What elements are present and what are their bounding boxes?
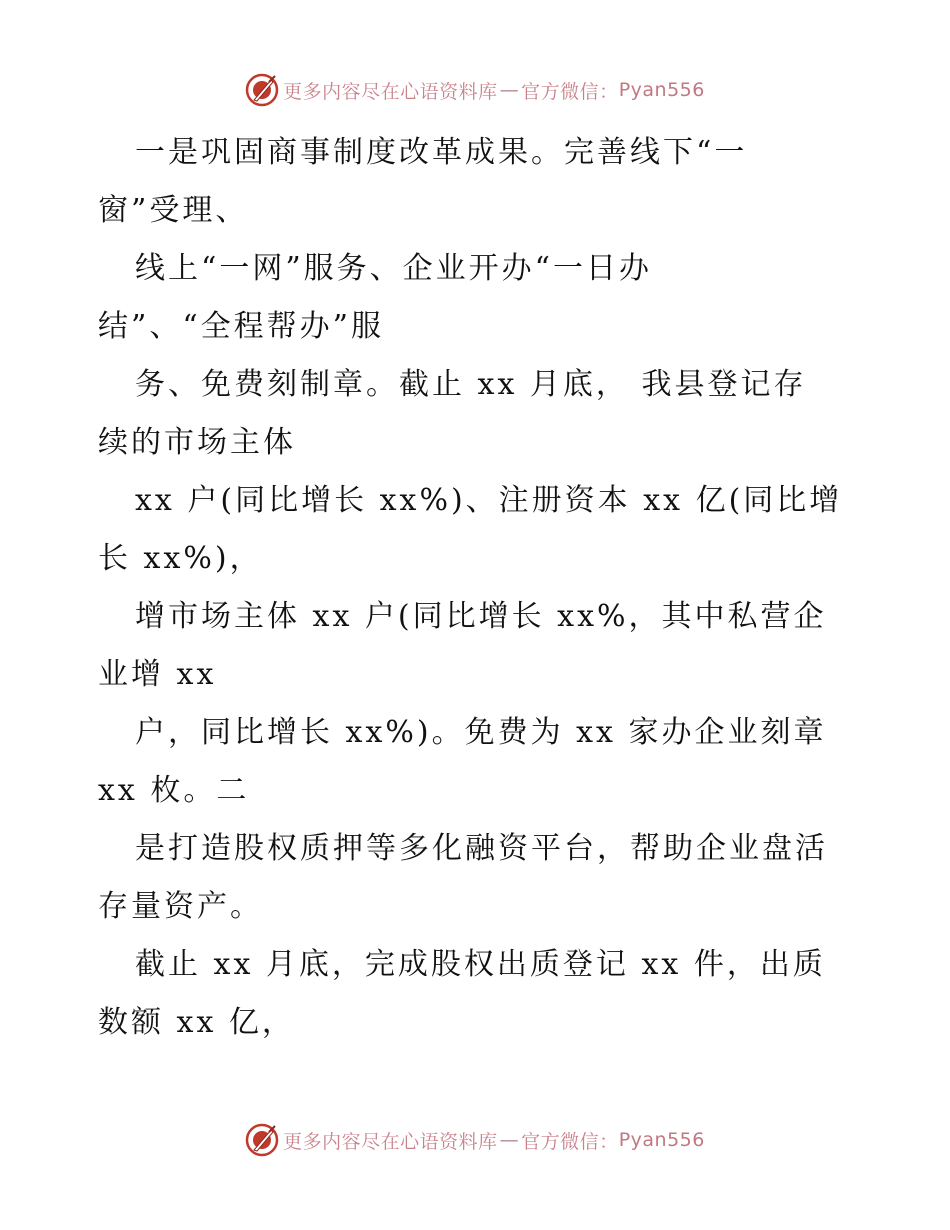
document-body xyxy=(98,124,858,1052)
banner-wechat-id: Pyan556 xyxy=(618,79,705,101)
banner-wechat-id: Pyan556 xyxy=(618,1129,705,1151)
text-line: 窗”受理、 xyxy=(98,193,249,228)
footer-banner xyxy=(0,1120,950,1160)
text-line: 户，同比增长 xx%)。免费为 xx 家办企业刻章 xyxy=(135,715,827,750)
text-line: 截止 xx 月底，完成股权出质登记 xx 件，出质 xyxy=(135,947,826,982)
text-line: 增市场主体 xx 户(同比增长 xx%，其中私营企 xyxy=(135,599,827,634)
quill-pen-logo-icon xyxy=(245,1123,279,1157)
header-banner xyxy=(0,70,950,110)
banner-separator: — xyxy=(499,79,520,101)
banner-main-text: 更多内容尽在心语资料库 xyxy=(283,80,498,103)
text-line: 业增 xx xyxy=(98,657,217,692)
banner-main-text: 更多内容尽在心语资料库 xyxy=(283,1130,498,1153)
text-line: xx 户(同比增长 xx%)、注册资本 xx 亿(同比增 xyxy=(135,483,843,518)
text-line: 务、免费刻制章。截止 xx 月底， 我县登记存 xyxy=(135,367,807,402)
quill-pen-logo-icon xyxy=(245,73,279,107)
text-line: 长 xx%)， xyxy=(98,541,263,576)
text-line: 是打造股权质押等多化融资平台，帮助企业盘活 xyxy=(135,831,828,866)
text-line: 数额 xx 亿， xyxy=(98,1005,295,1040)
text-line: 存量资产。 xyxy=(98,889,263,924)
text-line: 线上“一网”服务、企业开办“一日办 xyxy=(135,251,653,286)
banner-label: 官方微信： xyxy=(521,80,619,103)
text-line: 结”、“全程帮办”服 xyxy=(98,309,385,344)
banner-separator: — xyxy=(499,1129,520,1151)
text-line: xx 枚。二 xyxy=(98,773,250,808)
banner-label: 官方微信： xyxy=(521,1130,619,1153)
text-line: 一是巩固商事制度改革成果。完善线下“一 xyxy=(135,135,748,170)
text-line: 续的市场主体 xyxy=(98,425,296,460)
